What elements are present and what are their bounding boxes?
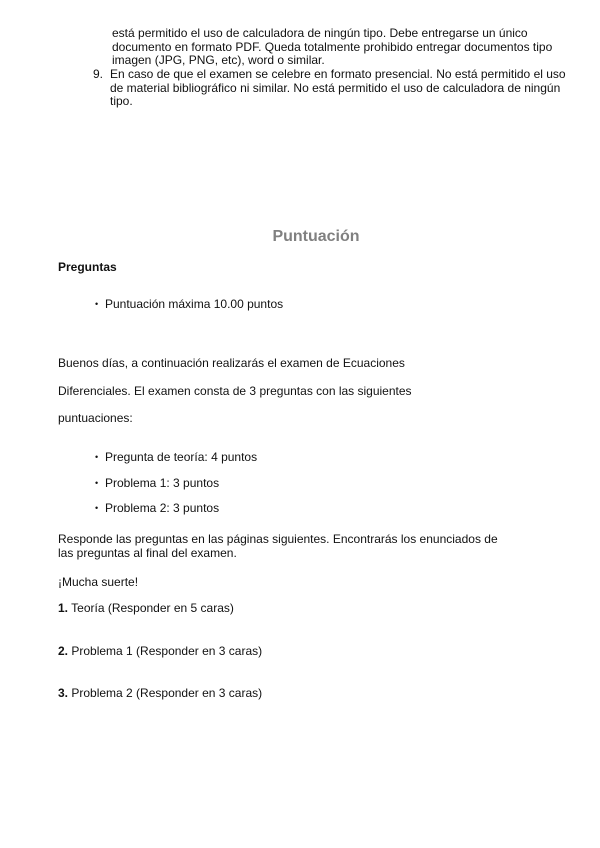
instruction-item-9 (93, 68, 578, 109)
text-line: de material bibliográfico ni similar. No está permitido el uso de calculadora de ningún (110, 80, 561, 95)
list-item-text: Problema 2: 3 puntos (105, 501, 220, 515)
intro-line-1: Buenos días, a continuación realizarás el examen de Ecuaciones (58, 356, 405, 370)
bullet-icon: • (95, 503, 99, 513)
question-label: Problema 2 (Responder en 3 caras) (71, 686, 263, 700)
question-number: 2. (58, 644, 69, 658)
section-title: Puntuación (272, 228, 360, 245)
question-2 (58, 644, 262, 658)
bullet-icon: • (95, 478, 99, 488)
question-number: 3. (58, 686, 69, 700)
question-number: 1. (58, 601, 69, 615)
text-line: tipo. (110, 94, 133, 108)
text-line: En caso de que el examen se celebre en formato presencial. No está permitido el uso (110, 67, 566, 81)
max-score-text: Puntuación máxima 10.00 puntos (105, 297, 284, 311)
list-item-text: Pregunta de teoría: 4 puntos (105, 450, 258, 464)
list-item-text: Problema 1: 3 puntos (105, 476, 220, 490)
text-line: las preguntas al final del examen. (58, 545, 237, 560)
text-line: Responde las preguntas en las páginas siguientes. Encontrarás los enunciados de (58, 532, 498, 546)
bullet-icon: • (95, 452, 99, 462)
intro-line-3: puntuaciones: (58, 411, 133, 425)
question-label: Teoría (Responder en 5 caras) (71, 601, 234, 615)
good-luck-text: ¡Mucha suerte! (58, 575, 139, 589)
question-1 (58, 601, 234, 615)
list-item (95, 476, 219, 490)
intro-line-2: Diferenciales. El examen consta de 3 preguntas con las siguientes (58, 384, 412, 398)
respond-paragraph (58, 533, 498, 560)
question-label: Problema 1 (Responder en 3 caras) (71, 644, 263, 658)
questions-heading: Preguntas (58, 260, 117, 274)
text-line: está permitido el uso de calculadora de ningún tipo. Debe entregarse un único (112, 26, 528, 40)
list-item (95, 501, 219, 515)
text-line: documento en formato PDF. Queda totalmente prohibido entregar documentos tipo (112, 39, 553, 54)
instruction-8-continuation (112, 27, 582, 68)
question-3 (58, 686, 262, 700)
item-number: 9. (93, 67, 104, 81)
text-line: imagen (JPG, PNG, etc), word o similar. (112, 53, 325, 67)
max-score-bullet (95, 297, 283, 311)
list-item (95, 450, 257, 464)
bullet-icon: • (95, 299, 99, 309)
